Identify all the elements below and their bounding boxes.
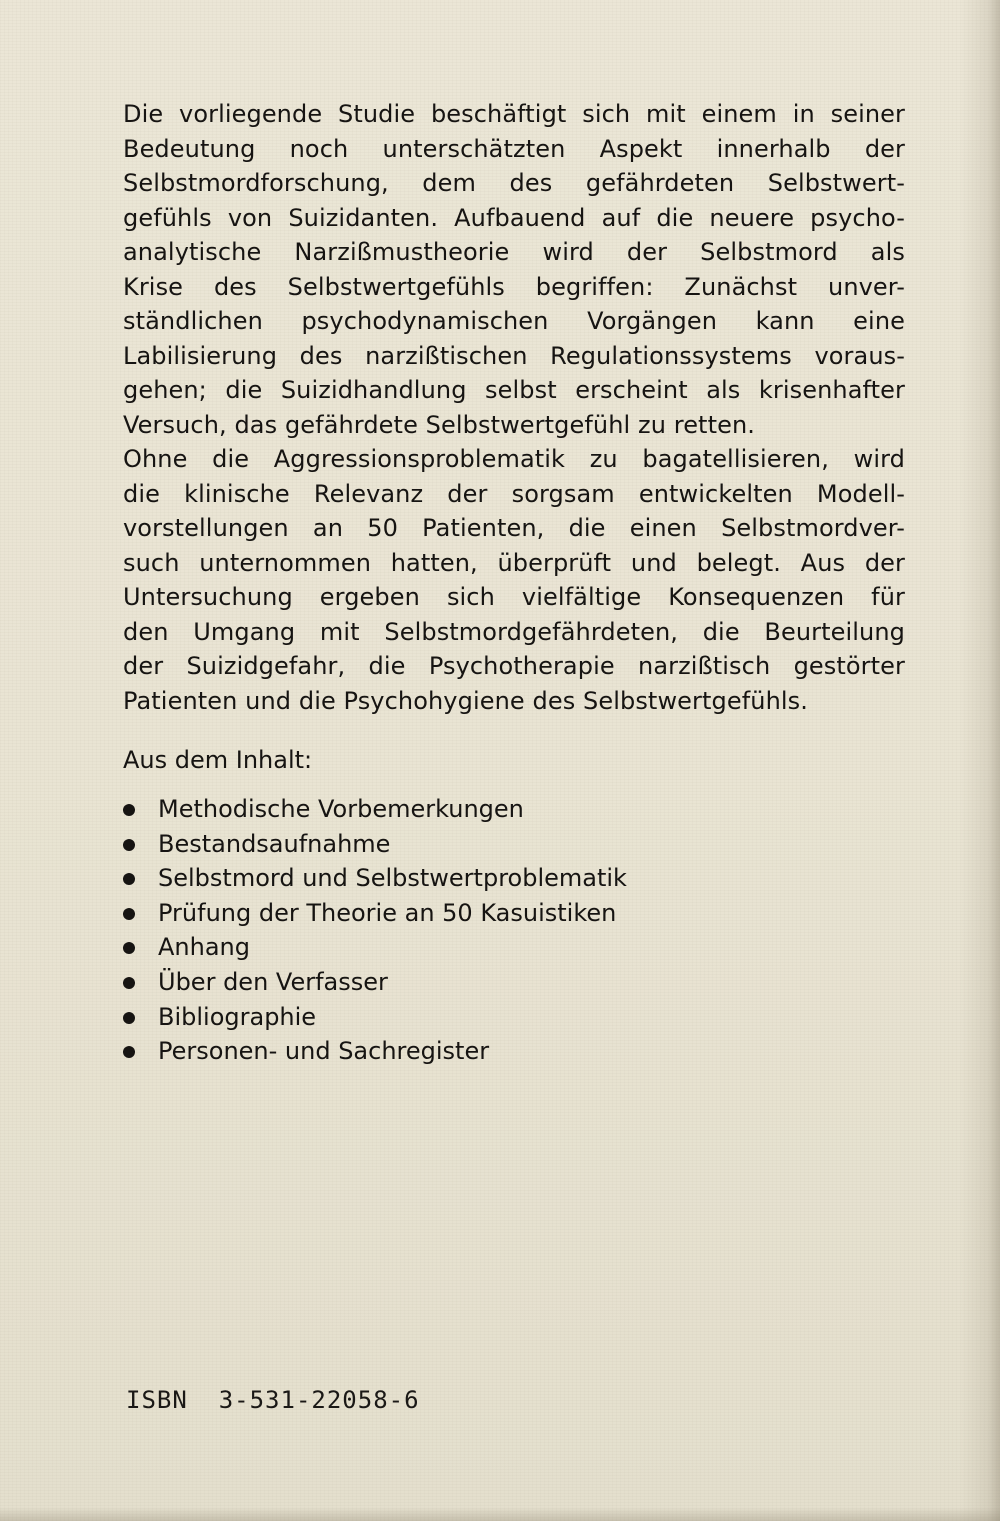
bullet-icon [123,942,135,954]
contents-item-label: Prüfung der Theorie an 50 Kasuistiken [158,898,617,927]
blurb-line: Ohne die Aggressionsproblematik zu bagatellisieren, wird [123,445,905,473]
contents-item-label: Selbstmord und Selbstwertproblematik [158,864,627,893]
contents-item-label: Personen- und Sachregister [158,1037,490,1066]
blurb-line: die klinische Relevanz der sorgsam entwickelten Modell- [123,479,905,508]
blurb-line: such unternommen hatten, überprüft und belegt. Aus der [123,548,905,577]
bullet-icon [123,839,135,851]
blurb-line: Selbstmordforschung, dem des gefährdeten Selbstwert- [123,169,905,197]
contents-item [123,861,627,896]
contents-item [123,1000,627,1035]
contents-item [123,792,627,827]
contents-item [123,1034,627,1069]
blurb-line: Patienten und die Psychohygiene des Selbstwertgefühls. [123,686,808,715]
blurb-line: Bedeutung noch unterschätzten Aspekt innerhalb der [123,134,905,163]
bullet-icon [123,1012,135,1024]
contents-item-label: Bestandsaufnahme [158,829,391,858]
blurb-line: analytische Narzißmustheorie wird der Selbstmord als [123,238,905,266]
contents-list [123,792,627,1069]
blurb-line: ständlichen psychodynamischen Vorgängen kann eine [123,307,905,335]
contents-item-label: Bibliographie [158,1002,317,1031]
bullet-icon [123,1046,135,1058]
contents-item-label: Methodische Vorbemerkungen [158,795,524,823]
blurb-line: der Suizidgefahr, die Psychotherapie narzißtisch gestörter [123,652,905,680]
contents-heading: Aus dem Inhalt: [123,746,313,774]
blurb-line: den Umgang mit Selbstmordgefährdeten, die Beurteilung [123,617,905,646]
bullet-icon [123,873,135,885]
contents-item [123,930,627,965]
blurb-line: Versuch, das gefährdete Selbstwertgefühl zu retten. [123,410,755,439]
bullet-icon [123,977,135,989]
blurb-line: Labilisierung des narzißtischen Regulationssystems voraus- [123,341,905,370]
blurb-paragraph [123,97,905,718]
contents-item [123,896,627,931]
cover-bottom-edge-shadow [0,1507,1000,1521]
cover-right-edge-shadow [960,0,1000,1521]
blurb-line: Die vorliegende Studie beschäftigt sich mit einem in seiner [123,100,905,128]
blurb-line: Untersuchung ergeben sich vielfältige Konsequenzen für [123,583,905,611]
bullet-icon [123,908,135,920]
blurb-line: Krise des Selbstwertgefühls begriffen: Zunächst unver- [123,272,905,301]
blurb-line: vorstellungen an 50 Patienten, die einen Selbstmordver- [123,514,905,542]
contents-item [123,827,627,862]
blurb-line: gehen; die Suizidhandlung selbst erscheint als krisenhafter [123,376,905,404]
bullet-icon [123,804,135,816]
contents-item-label: Über den Verfasser [158,967,388,996]
blurb-line: gefühls von Suizidanten. Aufbauend auf die neuere psycho- [123,203,905,232]
contents-item-label: Anhang [158,933,250,962]
isbn-number: ISBN 3-531-22058-6 [126,1386,420,1414]
contents-item [123,965,627,1000]
